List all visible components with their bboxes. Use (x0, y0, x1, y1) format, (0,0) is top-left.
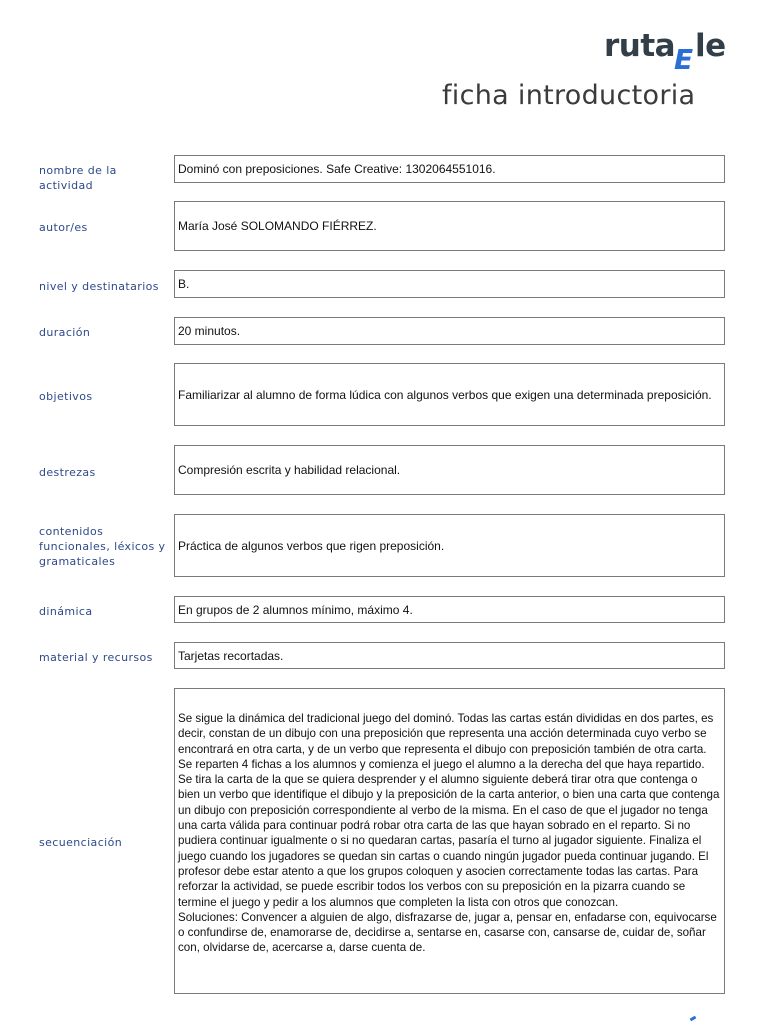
logo-letter-e: E (674, 43, 694, 76)
label-secuenciacion: secuenciación (39, 836, 123, 849)
field-destrezas: Compresión escrita y habilidad relacional. (174, 445, 725, 495)
field-nombre: Dominó con preposiciones. Safe Creative: 1302064551016. (174, 155, 725, 183)
field-duracion: 20 minutos. (174, 317, 725, 345)
field-contenidos: Práctica de algunos verbos que rigen preposición. (174, 514, 725, 577)
field-dinamica: En grupos de 2 alumnos mínimo, máximo 4. (174, 596, 725, 623)
label-nivel: nivel y destinatarios (39, 280, 159, 293)
label-autor: autor/es (39, 221, 88, 234)
field-material: Tarjetas recortadas. (174, 642, 725, 669)
label-material: material y recursos (39, 651, 153, 664)
field-nivel: B. (174, 270, 725, 298)
page-title: ficha introductoria (442, 80, 696, 111)
field-objetivos: Familiarizar al alumno de forma lúdica con algunos verbos que exigen una determinada preposición. (174, 363, 725, 426)
field-autor: María José SOLOMANDO FIÉRREZ. (174, 201, 725, 251)
label-objetivos: objetivos (39, 390, 93, 403)
label-nombre: nombre de la actividad (39, 164, 117, 192)
label-dinamica: dinámica (39, 605, 93, 618)
field-secuenciacion: Se sigue la dinámica del tradicional juego del dominó. Todas las cartas están divididas en dos partes, es decir, constan de un dibujo con una preposición que representa una acción determinada cuyo verbo se encontrará en otra carta, y de un verbo que representa el dibujo con preposición también de otra carta. Se reparten 4 fichas a los alumnos y comienza el juego el alumno a la derecha del que haya repartido. Se tira la carta de la que se quiera desprender y el alumno siguiente deberá tirar otra que contenga o bien un verbo que identifique el dibujo y la preposición de la carta anterior, o bien una carta que contenga un dibujo con preposición correspondiente al verbo de la misma. En el caso de que el jugador no tenga una carta válida para continuar podrá robar otra carta de las que hayan sobrado en el reparto. Si no pudiera continuar igualmente o si no quedaran cartas, pasaría el turno al jugador siguiente. Finaliza el juego cuando los jugadores se quedan sin cartas o cuando ningún jugador pueda continuar jugando. El profesor debe estar atento a que los grupos coloquen y asocien correctamente todas las cartas. Para reforzar la actividad, se puede escribir todos los verbos con su preposición en la pizarra cuando se termine el juego y pedir a los alumnos que completen la lista con otros que conozcan. Soluciones: Convencer a alguien de algo, disfrazarse de, jugar a, pensar en, enfadarse con, equivocarse o confundirse de, enamorarse de, decidirse a, sentarse en, casarse con, cansarse de, cuidar de, soñar con, olvidarse de, acercarse a, darse cuenta de. (174, 688, 725, 994)
logo-text-le: le (695, 28, 726, 64)
label-duracion: duración (39, 326, 91, 339)
label-contenidos: contenidos funcionales, léxicos y gramaticales (39, 525, 166, 568)
rutaele-logo (604, 28, 734, 80)
decorative-mark (690, 1016, 697, 1022)
logo-text-ruta: ruta (604, 28, 676, 64)
label-destrezas: destrezas (39, 466, 96, 479)
